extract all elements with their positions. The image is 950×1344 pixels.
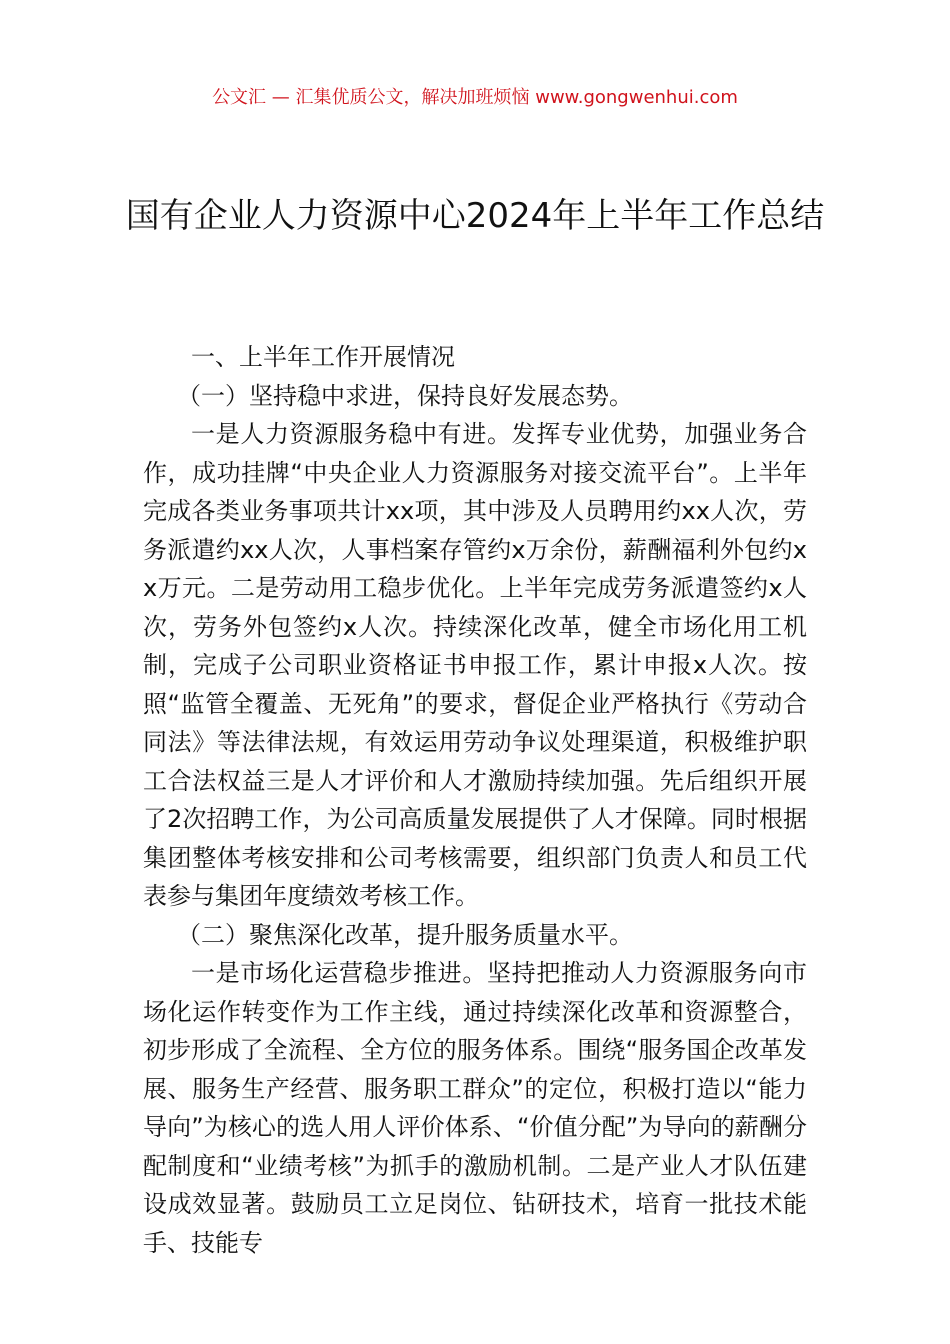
header-website-link[interactable]: 公文汇 — 汇集优质公文，解决加班烦恼 www.gongwenhui.com: [212, 87, 738, 108]
subsection-heading: （二）聚焦深化改革，提升服务质量水平。: [177, 920, 633, 949]
document-body: [143, 338, 807, 1262]
document-title: 国有企业人力资源中心2024年上半年工作总结: [125, 196, 825, 236]
subsection-heading: （一）坚持稳中求进，保持良好发展态势。: [177, 381, 633, 410]
body-paragraph: 一是市场化运营稳步推进。坚持把推动人力资源服务向市场化运作转变作为工作主线，通过持续深化改革和资源整合，初步形成了全流程、全方位的服务体系。围绕“服务国企改革发展、服务生产经营、服务职工群众”的定位，积极打造以“能力导向”为核心的选人用人评价体系、“价值分配”为导向的薪酬分配制度和“业绩考核”为抓手的激励机制。二是产业人才队伍建设成效显著。鼓励员工立足岗位、钻研技术，培育一批技术能手、技能专: [143, 959, 807, 1257]
body-paragraph: 一是人力资源服务稳中有进。发挥专业优势，加强业务合作，成功挂牌“中央企业人力资源服务对接交流平台”。上半年完成各类业务事项共计xx项，其中涉及人员聘用约xx人次，劳务派遣约xx人次，人事档案存管约x万余份，薪酬福利外包约xx万元。二是劳动用工稳步优化。上半年完成劳务派遣签约x人次，劳务外包签约x人次。持续深化改革，健全市场化用工机制，完成子公司职业资格证书申报工作，累计申报x人次。按照“监管全覆盖、无死角”的要求，督促企业严格执行《劳动合同法》等法律法规，有效运用劳动争议处理渠道，积极维护职工合法权益三是人才评价和人才激励持续加强。先后组织开展了2次招聘工作，为公司高质量发展提供了人才保障。同时根据集团整体考核安排和公司考核需要，组织部门负责人和员工代表参与集团年度绩效考核工作。: [143, 420, 807, 910]
section-heading: 一、上半年工作开展情况: [191, 343, 455, 371]
